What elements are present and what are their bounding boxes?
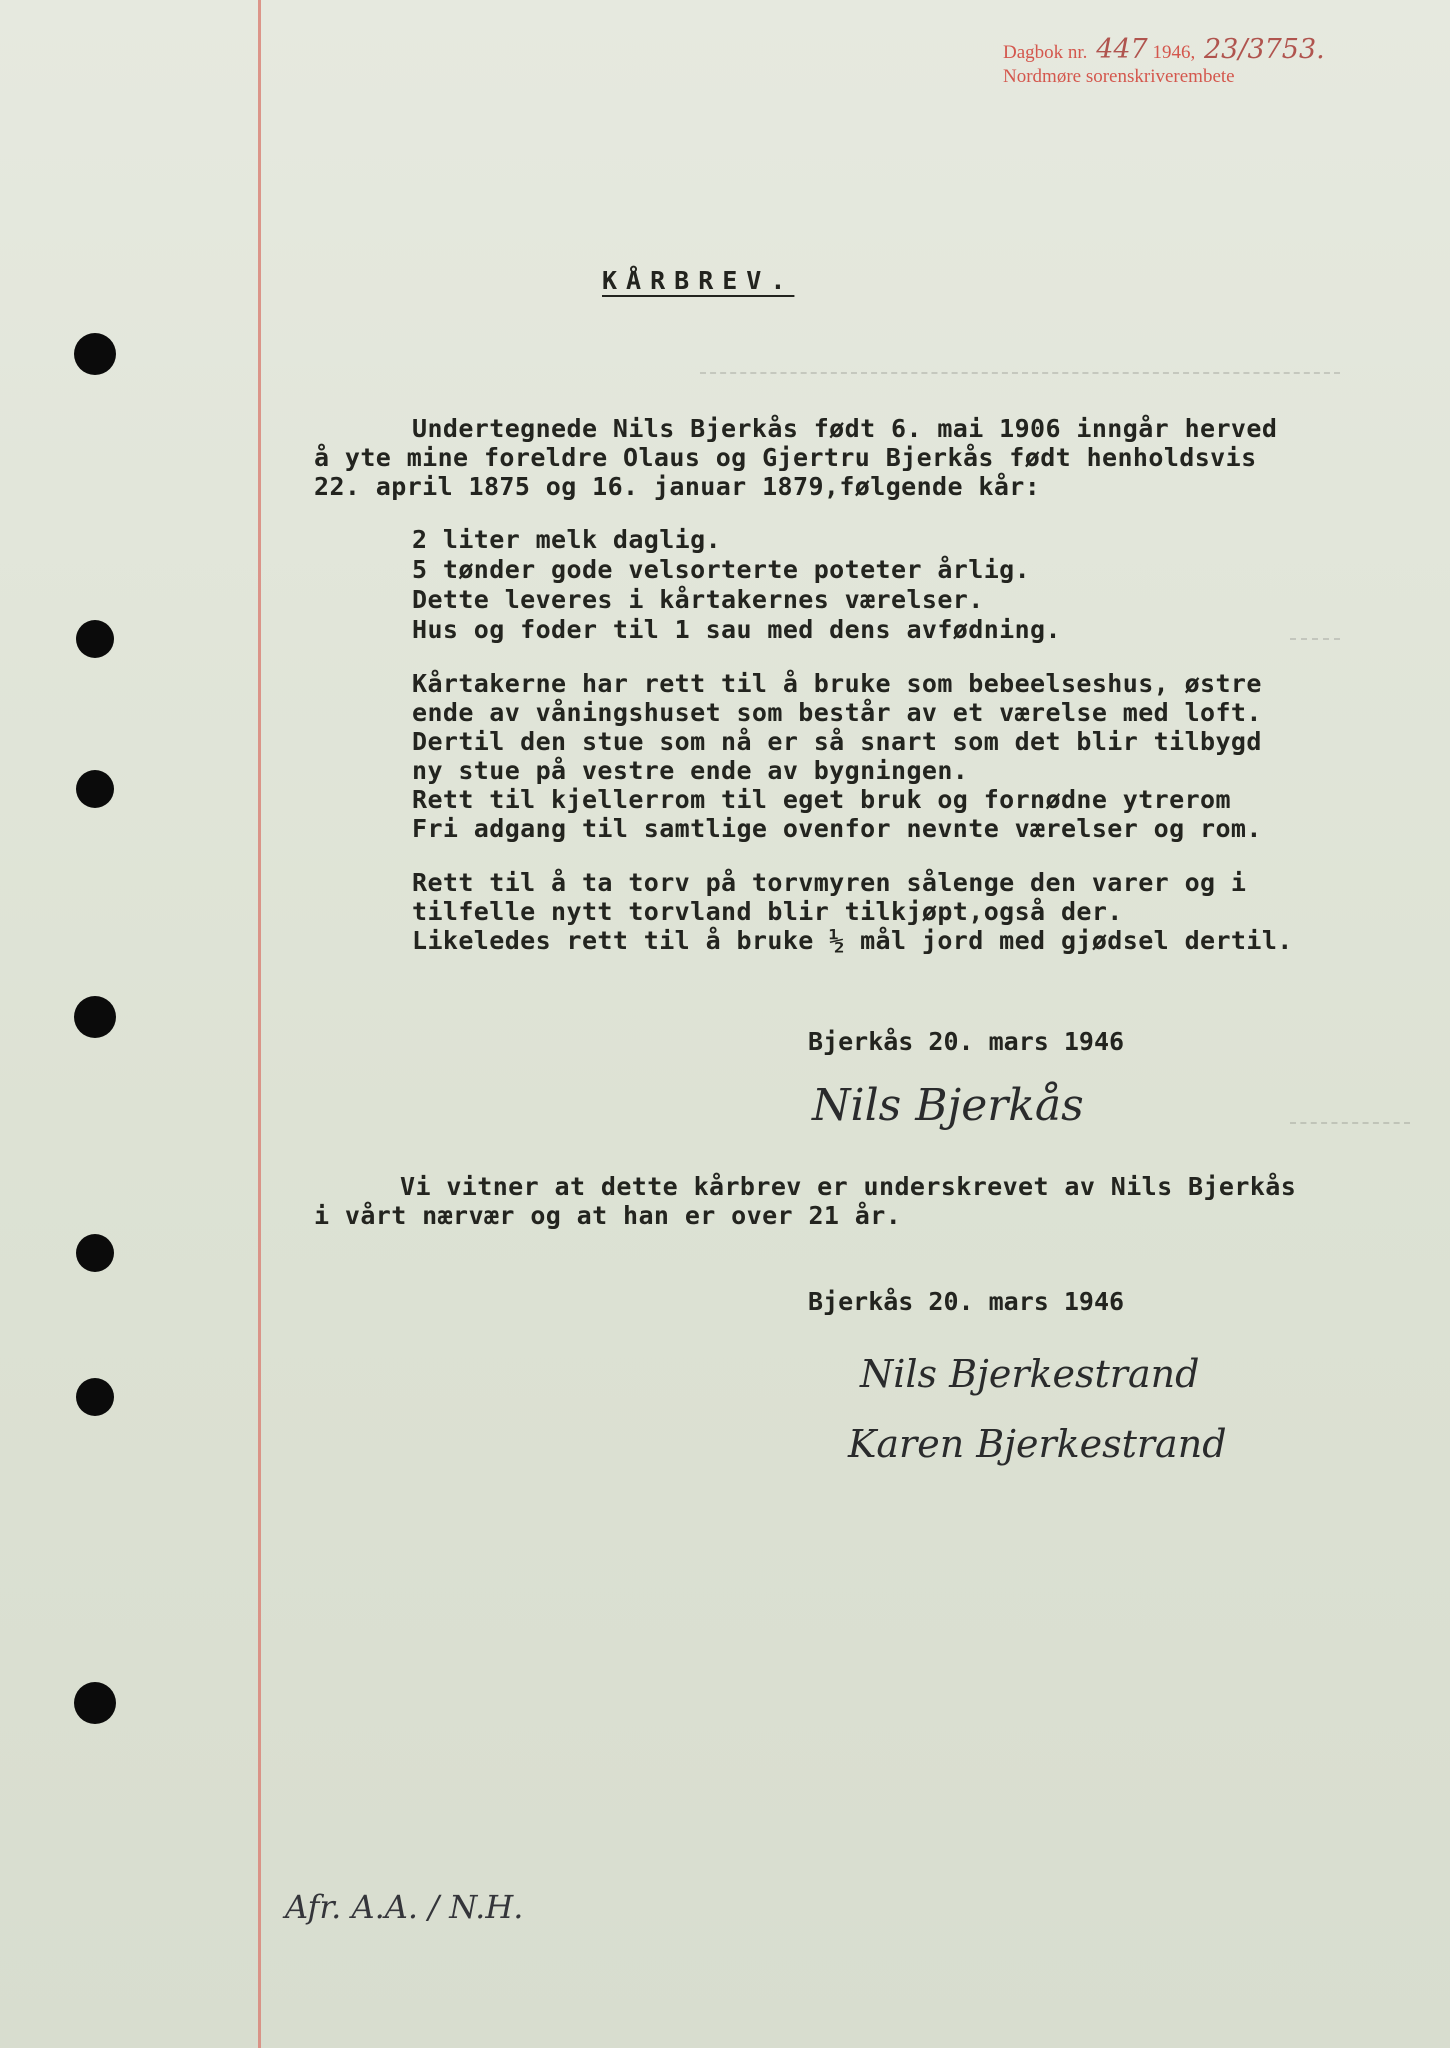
bleed-through-line <box>1290 1122 1410 1124</box>
handwritten-initials: Afr. A.A. / N.H. <box>285 1888 524 1926</box>
punch-hole <box>74 1682 116 1724</box>
text-line: Rett til kjellerrom til eget bruk og fornødne ytrerom <box>412 785 1231 814</box>
stamp-entry-number: 447 <box>1096 34 1148 65</box>
text-line: 5 tønder gode velsorterte poteter årlig. <box>412 555 1031 584</box>
stamp-year: 1946, <box>1152 42 1196 63</box>
text-line: i vårt nærvær og at han er over 21 år. <box>314 1201 902 1230</box>
signature-nils-bjerkas: Nils Bjerkås <box>812 1080 1084 1131</box>
punch-hole <box>76 1234 114 1272</box>
stamp-label: Dagbok nr. <box>1003 42 1088 63</box>
place-date: Bjerkås 20. mars 1946 <box>808 1027 1125 1056</box>
text-line: Dette leveres i kårtakernes værelser. <box>412 585 984 614</box>
stamp-reference: 23/3753. <box>1203 34 1325 65</box>
text-line: tilfelle nytt torvland blir tilkjøpt,også der. <box>412 897 1123 926</box>
bleed-through-line <box>1290 638 1340 640</box>
punch-hole <box>76 620 114 658</box>
stamp-office: Nordmøre sorenskriverembete <box>1003 66 1235 87</box>
text-line: Hus og foder til 1 sau med dens avfødning. <box>412 615 1061 644</box>
document-title: KÅRBREV. <box>602 266 795 295</box>
punch-hole <box>74 333 116 375</box>
witness-signature: Nils Bjerkestrand <box>860 1352 1200 1396</box>
text-line: å yte mine foreldre Olaus og Gjertru Bjerkås født henholdsvis <box>314 443 1257 472</box>
registry-stamp <box>1003 34 1325 89</box>
text-line: Dertil den stue som nå er så snart som det blir tilbygd <box>412 727 1262 756</box>
punch-hole <box>74 996 116 1038</box>
text-line: 2 liter melk daglig. <box>412 525 722 554</box>
text-line: 22. april 1875 og 16. januar 1879,følgende kår: <box>314 472 1041 501</box>
text-line: Kårtakerne har rett til å bruke som bebeelseshus, østre <box>412 669 1262 698</box>
witness-signature: Karen Bjerkestrand <box>848 1422 1227 1466</box>
place-date: Bjerkås 20. mars 1946 <box>808 1287 1125 1316</box>
text-line: ende av våningshuset som består av et værelse med loft. <box>412 698 1262 727</box>
text-line: Rett til å ta torv på torvmyren sålenge den varer og i <box>412 868 1247 897</box>
text-line: Fri adgang til samtlige ovenfor nevnte værelser og rom. <box>412 814 1262 843</box>
text-line: Likeledes rett til å bruke ½ mål jord med gjødsel dertil. <box>412 926 1293 955</box>
bleed-through-line <box>700 372 1340 374</box>
punch-hole <box>76 770 114 808</box>
punch-hole <box>76 1378 114 1416</box>
text-line: Vi vitner at dette kårbrev er underskrevet av Nils Bjerkås <box>400 1172 1297 1201</box>
red-margin-line <box>258 0 261 2048</box>
text-line: Undertegnede Nils Bjerkås født 6. mai 1906 inngår herved <box>412 414 1278 443</box>
text-line: ny stue på vestre ende av bygningen. <box>412 756 969 785</box>
